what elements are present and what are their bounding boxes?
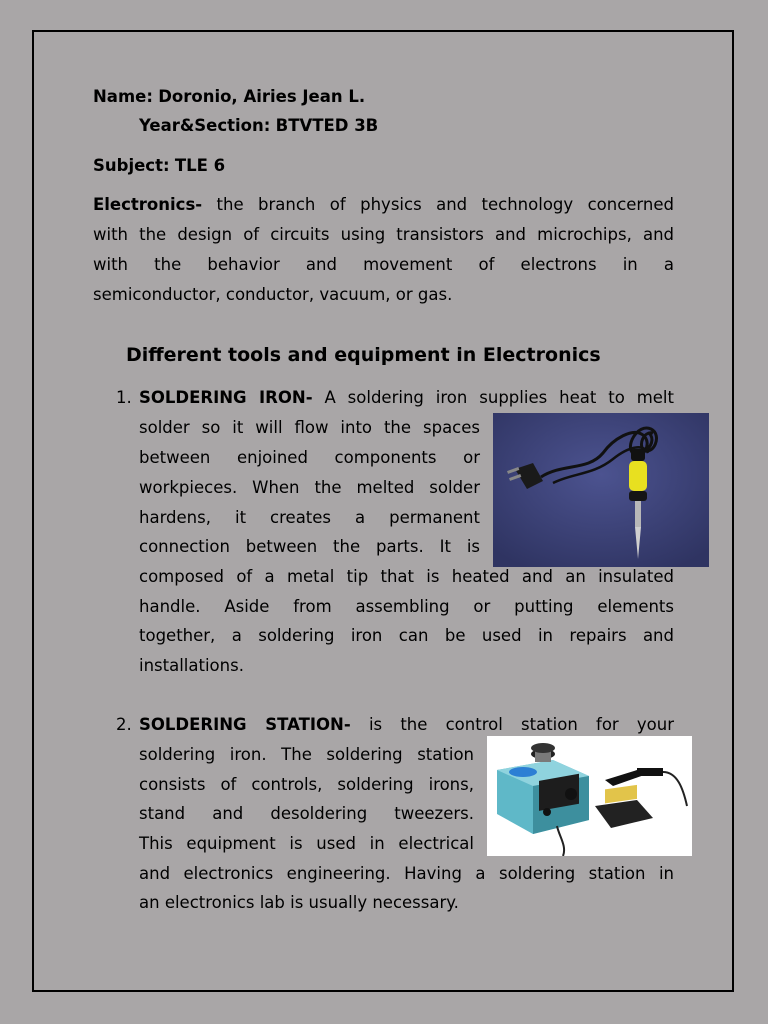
definition-text: the branch of physics and technology concerned (202, 195, 674, 214)
item-1-line-8: handle. Aside from assembling or putting elements (139, 597, 674, 616)
item-number: 1. (116, 388, 132, 407)
name-label: Name: (93, 87, 153, 106)
item-2-line-6: and electronics engineering. Having a soldering station in (139, 864, 674, 883)
item-2-line-7: an electronics lab is usually necessary. (139, 893, 459, 912)
name-value: Doronio, Airies Jean L. (158, 87, 366, 106)
soldering-station-illustration (487, 736, 692, 856)
item-1-line-5: hardens, it creates a permanent (139, 508, 480, 527)
year-section (139, 111, 378, 141)
definition-line-1 (93, 190, 674, 220)
section-value: BTVTED 3B (275, 116, 379, 135)
item-2-line-4: stand and desoldering tweezers. (139, 804, 474, 823)
item-text: is the control station for your (350, 715, 675, 734)
subject-label: Subject: (93, 156, 170, 175)
item-title: SOLDERING STATION- (139, 715, 351, 734)
item-1-line-6: connection between the parts. It is (139, 537, 480, 556)
item-number: 2. (116, 715, 132, 734)
definition-line-2: with the design of circuits using transistors and microchips, and (93, 225, 674, 244)
item-2-line-2: soldering iron. The soldering station (139, 745, 474, 764)
item-1-line-4: workpieces. When the melted solder (139, 478, 480, 497)
section-label: Year&Section: (139, 116, 271, 135)
section-heading: Different tools and equipment in Electronics (126, 344, 601, 366)
item-1-line-10: installations. (139, 656, 244, 675)
item-1-line-1 (139, 383, 674, 413)
soldering-station-image (487, 736, 692, 856)
definition-term: Electronics- (93, 195, 203, 214)
definition-line-4: semiconductor, conductor, vacuum, or gas. (93, 285, 453, 304)
item-1-line-2: solder so it will flow into the spaces (139, 418, 480, 437)
item-1-line-9: together, a soldering iron can be used in repairs and (139, 626, 674, 645)
item-2-line-5: This equipment is used in electrical (139, 834, 474, 853)
definition-line-3: with the behavior and movement of electrons in a (93, 255, 674, 274)
student-name (93, 82, 365, 112)
soldering-iron-illustration (493, 413, 709, 567)
item-text: A soldering iron supplies heat to melt (312, 388, 674, 407)
item-title: SOLDERING IRON- (139, 388, 313, 407)
item-1-line-7: composed of a metal tip that is heated and an insulated (139, 567, 674, 586)
item-2-line-3: consists of controls, soldering irons, (139, 775, 474, 794)
soldering-iron-image (493, 413, 709, 567)
item-1-line-3: between enjoined components or (139, 448, 480, 467)
subject-value: TLE 6 (174, 156, 226, 175)
subject (93, 151, 225, 181)
